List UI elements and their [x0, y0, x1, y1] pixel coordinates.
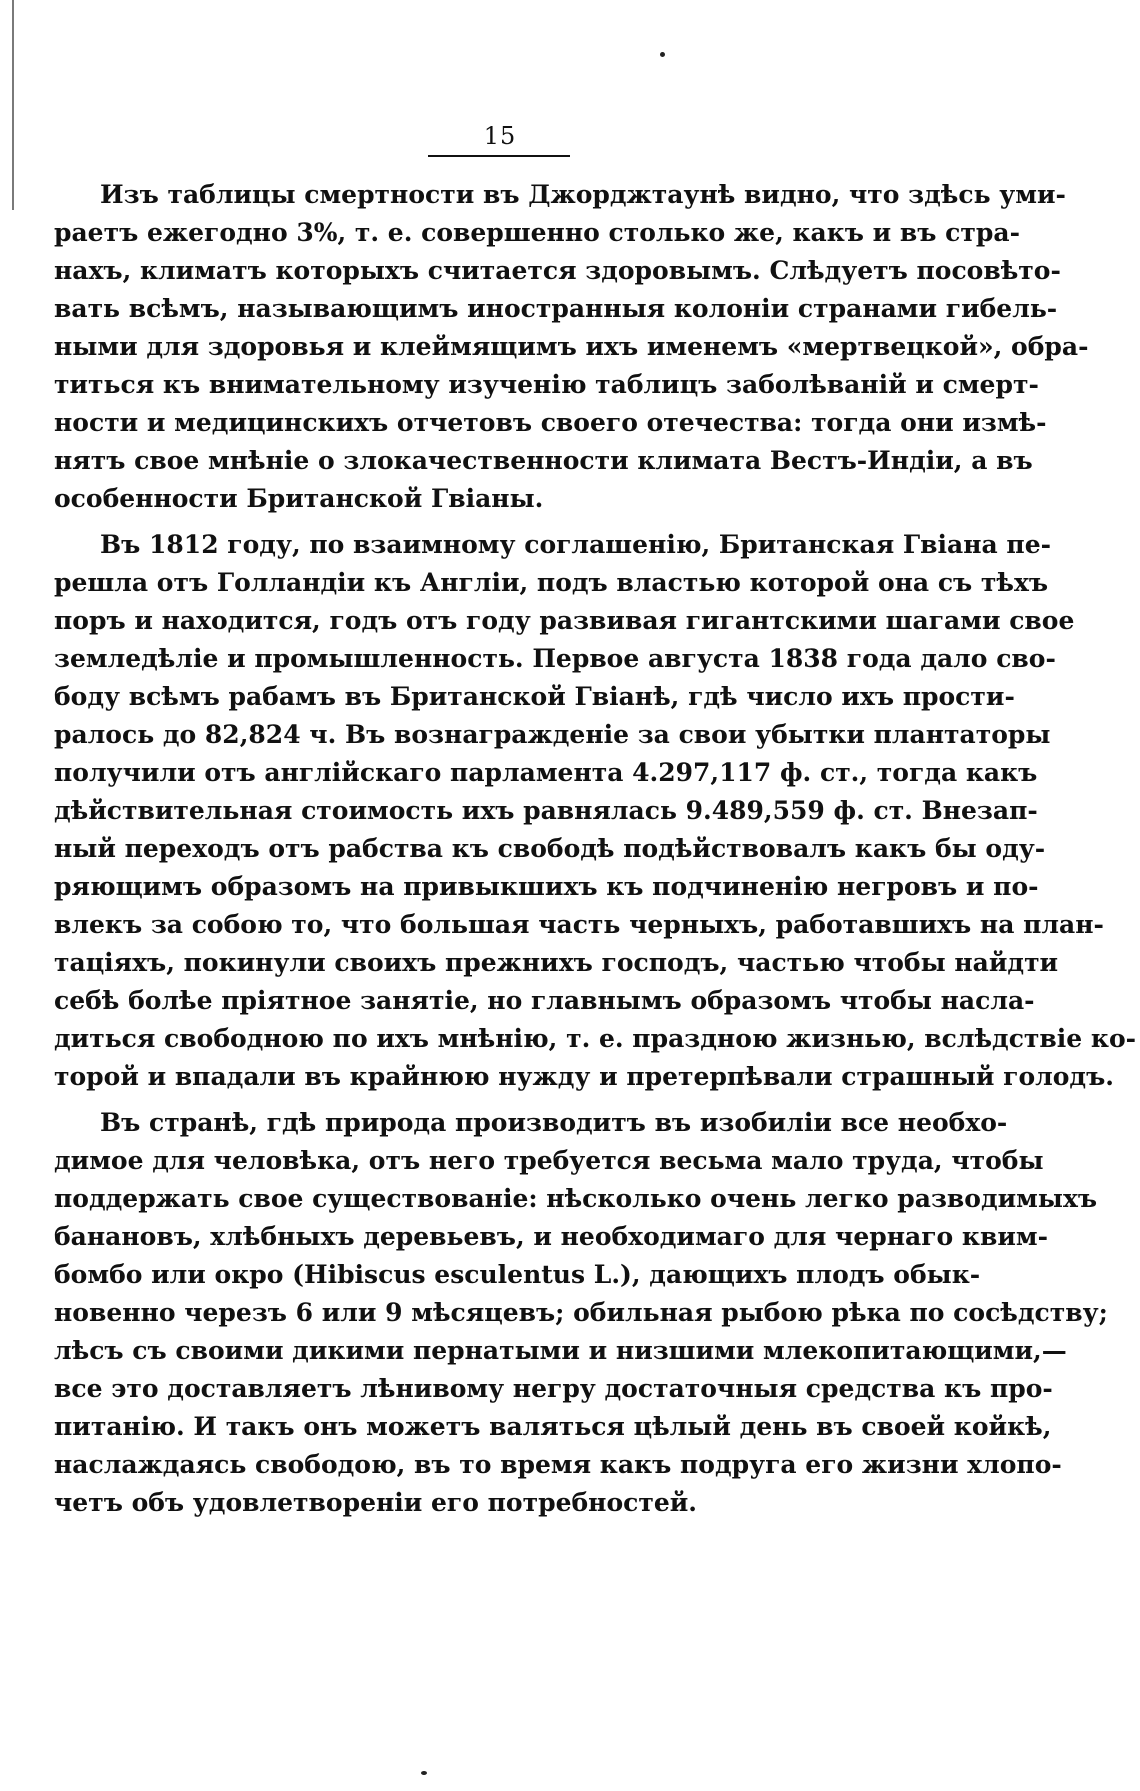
- paragraph-gap: [54, 1096, 934, 1104]
- body-text: [54, 176, 1137, 1522]
- text-line: ный переходъ отъ рабства къ свободѣ подѣйствовалъ какъ бы оду-: [54, 834, 1046, 863]
- ink-speck: [660, 52, 665, 57]
- page-number: 15: [483, 122, 517, 150]
- text-line: титься къ внимательному изученію таблицъ заболѣваній и смерт-: [54, 370, 1039, 399]
- text-line: новенно черезъ 6 или 9 мѣсяцевъ; обильная рыбою рѣка по сосѣдству;: [54, 1298, 1108, 1327]
- text-line: ности и медицинскихъ отчетовъ своего отечества: тогда они измѣ-: [54, 408, 1047, 437]
- text-line: влекъ за собою то, что большая часть черныхъ, работавшихъ на план-: [54, 910, 1104, 939]
- text-line: ряющимъ образомъ на привыкшихъ къ подчиненію негровъ и по-: [54, 872, 1039, 901]
- text-line: диться свободною по ихъ мнѣнію, т. е. праздною жизнью, вслѣдствіе ко-: [54, 1024, 1137, 1053]
- text-line: торой и впадали въ крайнюю нужду и претерпѣвали страшный голодъ.: [54, 1062, 1114, 1091]
- text-line: себѣ болѣе пріятное занятіе, но главнымъ образомъ чтобы насла-: [54, 986, 1035, 1015]
- text-line: питанію. И такъ онъ можетъ валяться цѣлый день въ своей койкѣ,: [54, 1412, 1052, 1441]
- text-line: Въ странѣ, гдѣ природа производитъ въ изобиліи все необхо-: [100, 1108, 1008, 1137]
- text-line: особенности Британской Гвіаны.: [54, 484, 544, 513]
- text-line: банановъ, хлѣбныхъ деревьевъ, и необходимаго для чернаго квим-: [54, 1222, 1048, 1251]
- text-line: вать всѣмъ, называющимъ иностранныя колоніи странами гибель-: [54, 294, 1058, 323]
- text-line: таціяхъ, покинули своихъ прежнихъ господъ, частью чтобы найдти: [54, 948, 1059, 977]
- paragraph-gap: [54, 518, 934, 526]
- text-line: димое для человѣка, отъ него требуется весьма мало труда, чтобы: [54, 1146, 1044, 1175]
- scan-edge-shadow: [12, 0, 14, 210]
- paragraph-1: [54, 176, 1089, 518]
- text-line: боду всѣмъ рабамъ въ Британской Гвіанѣ, гдѣ число ихъ прости-: [54, 682, 1015, 711]
- text-line: нахъ, климатъ которыхъ считается здоровымъ. Слѣдуетъ посовѣто-: [54, 256, 1061, 285]
- text-line: ралось до 82,824 ч. Въ вознагражденіе за свои убытки плантаторы: [54, 720, 1051, 749]
- text-line: бомбо или окро (Hibiscus esculentus L.), дающихъ плодъ обык-: [54, 1260, 981, 1289]
- ink-speck: [421, 1771, 427, 1775]
- text-line: решла отъ Голландіи къ Англіи, подъ властью которой она съ тѣхъ: [54, 568, 1049, 597]
- text-line: дѣйствительная стоимость ихъ равнялась 9.489,559 ф. ст. Внезап-: [54, 796, 1038, 825]
- text-line: поддержать свое существованіе: нѣсколько очень легко разводимыхъ: [54, 1184, 1098, 1213]
- text-line: получили отъ англійскаго парламента 4.297,117 ф. ст., тогда какъ: [54, 758, 1038, 787]
- text-line: Въ 1812 году, по взаимному соглашенію, Британская Гвіана пе-: [100, 530, 1052, 559]
- text-line: четъ объ удовлетвореніи его потребностей.: [54, 1488, 697, 1517]
- text-line: ными для здоровья и клеймящимъ ихъ именемъ «мертвецкой», обра-: [54, 332, 1089, 361]
- text-line: раетъ ежегодно 3%, т. е. совершенно столько же, какъ и въ стра-: [54, 218, 1020, 247]
- text-line: нятъ свое мнѣніе о злокачественности климата Вестъ-Индіи, а въ: [54, 446, 1033, 475]
- text-line: земледѣліе и промышленность. Первое августа 1838 года дало сво-: [54, 644, 1056, 673]
- paragraph-2: [54, 526, 1137, 1096]
- text-line: все это доставляетъ лѣнивому негру достаточныя средства къ про-: [54, 1374, 1053, 1403]
- text-line: поръ и находится, годъ отъ году развивая гигантскими шагами свое: [54, 606, 1075, 635]
- text-line: лѣсъ съ своими дикими пернатыми и низшими млекопитающими,—: [54, 1336, 1067, 1365]
- paragraph-3: [54, 1104, 1108, 1522]
- text-line: Изъ таблицы смертности въ Джорджтаунѣ видно, что здѣсь уми-: [100, 180, 1066, 209]
- text-line: наслаждаясь свободою, въ то время какъ подруга его жизни хлопо-: [54, 1450, 1062, 1479]
- page-number-rule: [428, 155, 570, 157]
